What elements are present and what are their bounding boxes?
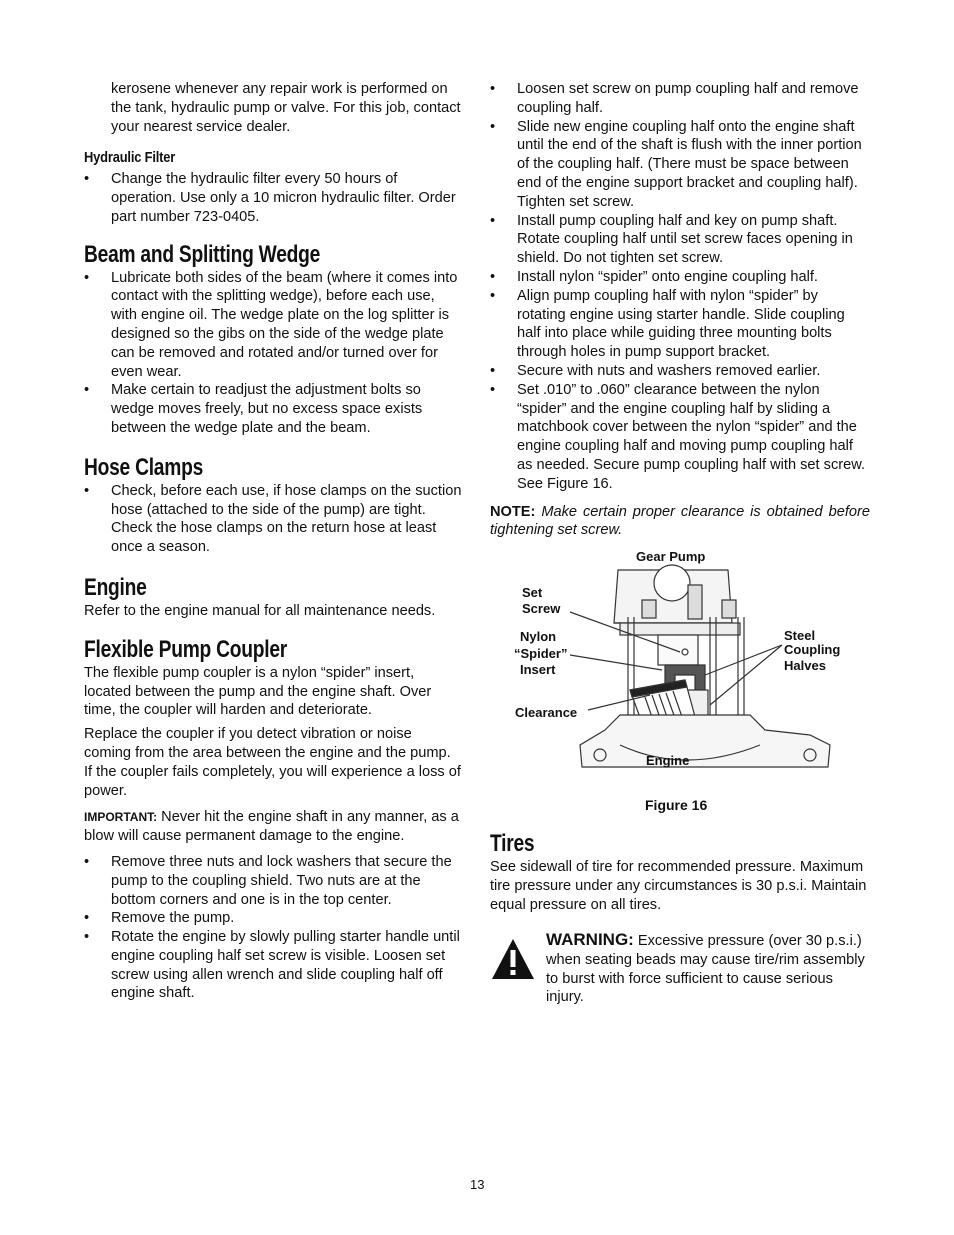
list-item: • Change the hydraulic filter every 50 hours of operation. Use only a 10 micron hydraulic filter. Order part number 723-0405.	[84, 170, 462, 226]
page-number: 13	[470, 1177, 485, 1192]
list-item: • Install nylon “spider” onto engine coupling half.	[490, 268, 870, 287]
coupler-heading: Flexible Pump Coupler	[84, 635, 287, 663]
warning-body: Excessive pressure (over 30 p.s.i.) when seating beads may cause tire/rim assembly to burst with force sufficient to cause serious injury.	[546, 933, 865, 1006]
important-text: Never hit the engine shaft in any manner, as a blow will cause permanent damage to the engine.	[84, 809, 459, 845]
warning-text	[546, 931, 870, 1007]
label-insert: Insert	[520, 662, 556, 677]
warning-block	[490, 931, 870, 1007]
right-column	[490, 80, 870, 540]
warning-label: WARNING:	[546, 930, 634, 949]
list-item: • Slide new engine coupling half onto the engine shaft until the end of the shaft is flush with the inner portion of the coupling half. (There must be space between end of the engine support bracket and coupling half). Tighten set screw.	[490, 118, 870, 212]
warning-triangle-icon	[490, 937, 536, 981]
tires-text: See sidewall of tire for recommended pressure. Maximum tire pressure under any circumstances is 30 p.s.i. Maintain equal pressure on all tires.	[490, 859, 867, 913]
coupler-list	[84, 853, 462, 1003]
beam-heading: Beam and Splitting Wedge	[84, 240, 321, 268]
coupler-steps-list	[490, 80, 870, 494]
important-paragraph	[84, 808, 462, 846]
list-item: • Set .010” to .060” clearance between the nylon “spider” and the engine coupling half by sliding a matchbook cover between the nylon “spider” and the engine coupling half and moving pump coupling half as needed. Secure pump coupling half with set screw. See Figure 16.	[490, 381, 870, 494]
note-paragraph	[490, 503, 870, 541]
engine-heading: Engine	[84, 573, 147, 601]
list-item: • Remove three nuts and lock washers that secure the pump to the coupling shield. Two nuts are at the bottom corners and one is in the top center.	[84, 853, 462, 909]
tires-heading: Tires	[490, 830, 535, 857]
hydraulic-filter-list	[84, 170, 462, 226]
list-item: • Loosen set screw on pump coupling half and remove coupling half.	[490, 80, 870, 118]
list-item: • Remove the pump.	[84, 909, 462, 928]
list-item: • Lubricate both sides of the beam (where it comes into contact with the splitting wedge), before each use, with engine oil. The wedge plate on the log splitter is designed so the gibs on the side of the wedge plate can be removed and rotated and/or turned over for even wear.	[84, 269, 462, 382]
list-item: • Install pump coupling half and key on pump shaft. Rotate coupling half until set screw faces opening in shield. Do not tighten set screw.	[490, 212, 870, 268]
important-label: IMPORTANT:	[84, 810, 158, 825]
label-clearance: Clearance	[515, 705, 578, 720]
label-spider: “Spider”	[514, 646, 568, 661]
beam-list	[84, 269, 462, 438]
figure-16-diagram	[510, 545, 870, 820]
list-item: • Rotate the engine by slowly pulling starter handle until engine coupling half set screw is visible. Loosen set screw using allen wrench and slide coupling half off engine shaft.	[84, 928, 462, 1003]
label-gear-pump: Gear Pump	[636, 549, 706, 564]
coupler-paragraph-1: The flexible pump coupler is a nylon “spider” insert, located between the pump and the engine shaft. Over time, the coupler will harden and deteriorate.	[84, 664, 432, 719]
list-item: • Align pump coupling half with nylon “spider” by rotating engine using starter handle. Slide coupling half into place while guiding three mounting bolts through holes in pump support bracket.	[490, 287, 870, 362]
label-engine: Engine	[646, 753, 690, 768]
label-steel: Steel	[784, 628, 816, 643]
note-label: NOTE:	[490, 503, 536, 520]
intro-paragraph: kerosene whenever any repair work is performed on the tank, hydraulic pump or valve. For this job, contact your nearest service dealer.	[111, 81, 461, 135]
engine-text: Refer to the engine manual for all maintenance needs.	[84, 602, 436, 619]
left-column	[84, 80, 462, 1003]
hydraulic-filter-heading: Hydraulic Filter	[84, 149, 176, 167]
coupler-paragraph-2: Replace the coupler if you detect vibration or noise coming from the area between the engine and the pump. If the coupler fails completely, you will experience a loss of power.	[84, 726, 461, 799]
tires-section	[490, 830, 870, 914]
note-text: Make certain proper clearance is obtained before tightening set screw.	[490, 503, 870, 539]
hose-clamps-heading: Hose Clamps	[84, 453, 204, 481]
list-item: • Make certain to readjust the adjustment bolts so wedge moves freely, but no excess space exists between the wedge plate and the beam.	[84, 381, 462, 437]
label-set: Set	[522, 585, 543, 600]
hose-clamps-list	[84, 482, 462, 557]
figure-caption: Figure 16	[645, 797, 708, 813]
list-item: • Secure with nuts and washers removed earlier.	[490, 362, 870, 381]
label-coupling: Coupling	[784, 642, 841, 657]
label-nylon: Nylon	[520, 629, 557, 644]
label-halves: Halves	[784, 658, 826, 673]
list-item: • Check, before each use, if hose clamps on the suction hose (attached to the side of the pump) are tight. Check the hose clamps on the return hose at least once a season.	[84, 482, 462, 557]
label-screw: Screw	[522, 601, 561, 616]
